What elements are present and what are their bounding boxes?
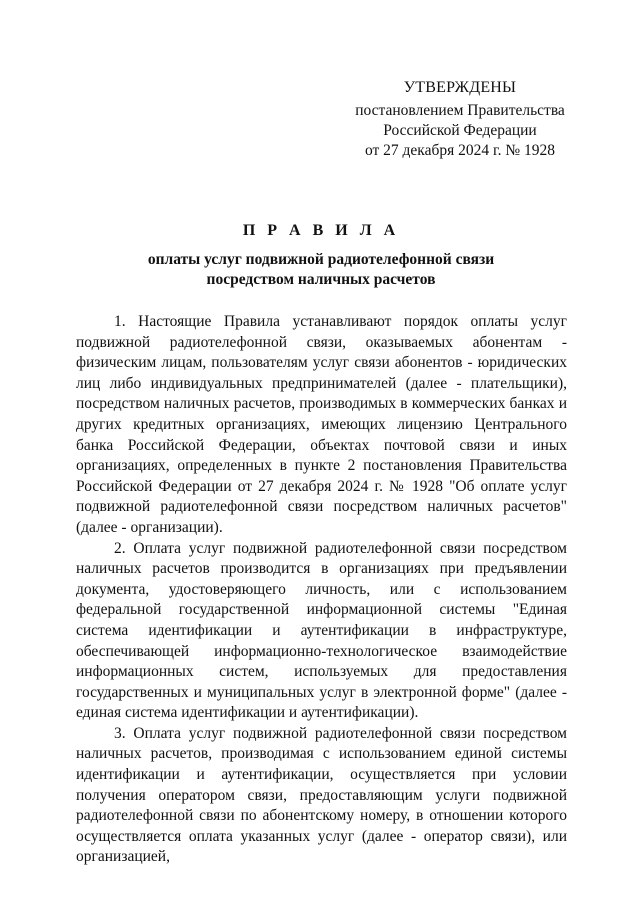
approval-line-date: от 27 декабря 2024 г. № 1928 <box>364 142 556 159</box>
approval-block <box>320 78 600 161</box>
document-body <box>76 312 567 868</box>
document-subtitle-line-2: посредством наличных расчетов <box>206 271 436 288</box>
document-title: П Р А В И Л А <box>242 222 400 239</box>
approval-line-decree: постановлением Правительства <box>355 102 565 119</box>
paragraph-2: 2. Оплата услуг подвижной радиотелефонной связи посредством наличных расчетов производится в организациях при предъявлении документа, удостоверяющего личность, или с использованием федеральной государственной информационной системы "Единая система идентификации и аутентификации в инфраструктуре, обеспечивающей информационно-технологическое взаимодействие информационных систем, используемых для предоставления государственных и муниципальных услуг в электронной форме" (далее - единая система идентификации и аутентификации). <box>76 539 567 722</box>
paragraph-1: 1. Настоящие Правила устанавливают порядок оплаты услуг подвижной радиотелефонной связи, оказываемых абонентам - физическим лицам, пользователям услуг связи абонентов - юридических лиц либо индивидуальных предпринимателей (далее - плательщики), посредством наличных расчетов, производимых в коммерческих банках и других кредитных организациях, имеющих лицензию Центрального банка Российской Федерации, объектах почтовой связи и иных организациях, определенных в пункте 2 постановления Правительства Российской Федерации от 27 декабря 2024 г. № 1928 "Об оплате услуг подвижной радиотелефонной связи посредством наличных расчетов" (далее - организации). <box>76 313 567 536</box>
approval-line-country: Российской Федерации <box>383 122 537 139</box>
paragraph-3: 3. Оплата услуг подвижной радиотелефонной связи посредством наличных расчетов, производимая с использованием единой системы идентификации и аутентификации, осуществляется при условии получения оператором связи, предоставляющим услуги подвижной радиотелефонной связи по абонентскому номеру, в отношении которого осуществляется оплата указанных услуг (далее - оператор связи), или организацией, <box>76 724 567 866</box>
approval-title: УТВЕРЖДЕНЫ <box>403 79 517 96</box>
document-subtitle-line-1: оплаты услуг подвижной радиотелефонной связи <box>147 251 495 268</box>
document-heading <box>76 222 566 290</box>
